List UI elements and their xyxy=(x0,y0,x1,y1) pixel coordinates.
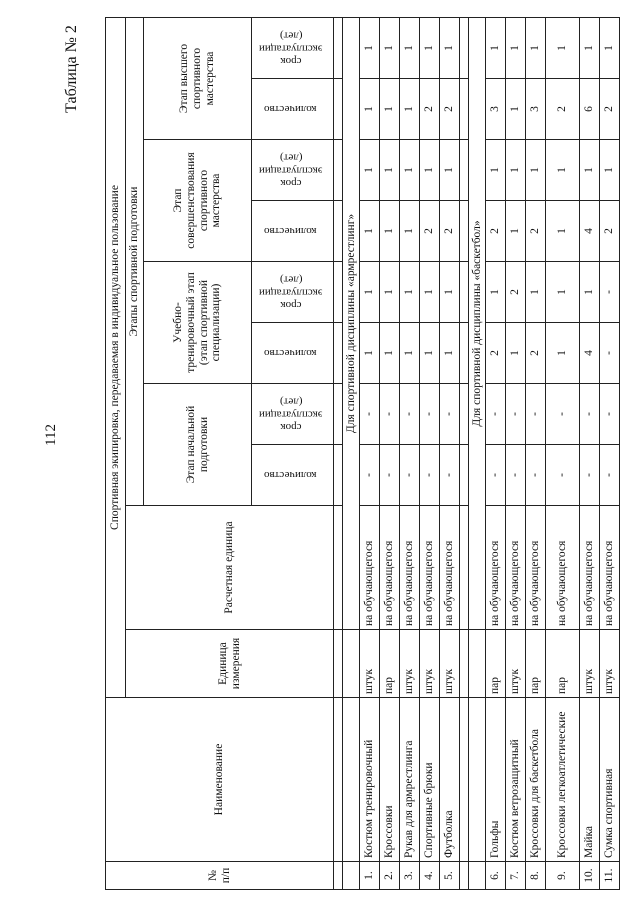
cell: - xyxy=(400,384,420,445)
spacer-row xyxy=(334,17,343,889)
row-num: 7. xyxy=(506,862,526,890)
row-name: Костюм тренировочный xyxy=(360,698,380,862)
cell: - xyxy=(546,445,580,506)
cell: 1 xyxy=(360,17,380,78)
table-row xyxy=(360,17,380,889)
cell: - xyxy=(380,445,400,506)
cell: 4 xyxy=(580,323,600,384)
stage-header: Этап начальной подготовки xyxy=(144,384,252,506)
cell: 1 xyxy=(380,262,400,323)
cell: 2 xyxy=(546,79,580,140)
cell: - xyxy=(440,384,460,445)
term-header: срок эксплуатации (лет) xyxy=(252,262,334,323)
col-num-header: № п/п xyxy=(106,862,334,890)
cell: - xyxy=(400,445,420,506)
row-num: 10. xyxy=(580,862,600,890)
cell: 1 xyxy=(546,17,580,78)
cell: 1 xyxy=(400,140,420,201)
row-unit: пар xyxy=(526,630,546,698)
col-name-header: Наименование xyxy=(106,698,334,862)
row-name: Рукав для армрестлинга xyxy=(400,698,420,862)
cell: - xyxy=(600,445,620,506)
cell: - xyxy=(526,445,546,506)
row-num: 8. xyxy=(526,862,546,890)
group-title: Спортивная экипировка, передаваемая в индивидуальное пользование xyxy=(106,17,126,697)
table-row xyxy=(420,17,440,889)
table-row xyxy=(600,17,620,889)
cell: 1 xyxy=(526,262,546,323)
row-num: 2. xyxy=(380,862,400,890)
row-calc: на обучающегося xyxy=(420,506,440,630)
row-name: Футболка xyxy=(440,698,460,862)
cell: 1 xyxy=(506,201,526,262)
cell: 1 xyxy=(440,323,460,384)
row-num: 1. xyxy=(360,862,380,890)
cell: - xyxy=(600,262,620,323)
equipment-table xyxy=(105,17,620,890)
cell: 1 xyxy=(380,140,400,201)
cell: 1 xyxy=(380,201,400,262)
cell: - xyxy=(380,384,400,445)
row-name: Кроссовки xyxy=(380,698,400,862)
cell: 1 xyxy=(420,262,440,323)
cell: 1 xyxy=(546,323,580,384)
cell: - xyxy=(600,323,620,384)
row-num: 3. xyxy=(400,862,420,890)
table-label: Таблица № 2 xyxy=(63,25,80,113)
stage-header: Учебно-тренировочный этап (этап спортивной специализации) xyxy=(144,262,252,384)
cell: 2 xyxy=(526,323,546,384)
cell: 1 xyxy=(400,17,420,78)
cell: - xyxy=(486,445,506,506)
row-name: Майка xyxy=(580,698,600,862)
row-name: Спортивные брюки xyxy=(420,698,440,862)
row-unit: штук xyxy=(600,630,620,698)
row-calc: на обучающегося xyxy=(380,506,400,630)
table-header xyxy=(106,17,334,889)
row-calc: на обучающегося xyxy=(580,506,600,630)
cell: 1 xyxy=(580,262,600,323)
section-title: Для спортивной дисциплины «баскетбол» xyxy=(469,17,486,629)
section-title: Для спортивной дисциплины «армрестлинг» xyxy=(343,17,360,629)
cell: - xyxy=(486,384,506,445)
table-row xyxy=(440,17,460,889)
cell: - xyxy=(506,384,526,445)
cell: 2 xyxy=(486,201,506,262)
row-num: 9. xyxy=(546,862,580,890)
row-num: 6. xyxy=(486,862,506,890)
cell: - xyxy=(546,384,580,445)
cell: 1 xyxy=(506,17,526,78)
cell: 3 xyxy=(526,79,546,140)
cell: 1 xyxy=(380,17,400,78)
row-calc: на обучающегося xyxy=(600,506,620,630)
cell: 1 xyxy=(400,201,420,262)
cell: 1 xyxy=(360,140,380,201)
section-row xyxy=(343,17,360,889)
row-unit: штук xyxy=(580,630,600,698)
row-unit: штук xyxy=(360,630,380,698)
row-unit: штук xyxy=(400,630,420,698)
cell: - xyxy=(420,384,440,445)
row-num: 4. xyxy=(420,862,440,890)
table-row xyxy=(526,17,546,889)
stage-header: Этап совершенствования спортивного мастерства xyxy=(144,140,252,262)
cell: - xyxy=(360,445,380,506)
qty-header: количество xyxy=(252,445,334,506)
cell: 1 xyxy=(580,17,600,78)
cell: 2 xyxy=(506,262,526,323)
table-row xyxy=(380,17,400,889)
cell: 1 xyxy=(600,17,620,78)
row-calc: на обучающегося xyxy=(486,506,506,630)
row-unit: штук xyxy=(420,630,440,698)
cell: 1 xyxy=(526,17,546,78)
col-calc-header: Расчетная единица xyxy=(126,506,334,630)
page-number: 112 xyxy=(43,424,59,446)
row-calc: на обучающегося xyxy=(506,506,526,630)
spacer-row xyxy=(460,17,469,889)
row-calc: на обучающегося xyxy=(546,506,580,630)
cell: 2 xyxy=(526,201,546,262)
cell: 1 xyxy=(486,140,506,201)
cell: - xyxy=(600,384,620,445)
row-num: 5. xyxy=(440,862,460,890)
section-row xyxy=(469,17,486,889)
stages-title: Этапы спортивной подготовки xyxy=(126,17,144,505)
cell: - xyxy=(420,445,440,506)
cell: 2 xyxy=(420,79,440,140)
cell: 1 xyxy=(506,140,526,201)
table-row xyxy=(506,17,526,889)
cell: 1 xyxy=(360,262,380,323)
cell: 1 xyxy=(440,17,460,78)
row-name: Гольфы xyxy=(486,698,506,862)
table-row xyxy=(486,17,506,889)
qty-header: количество xyxy=(252,201,334,262)
cell: 1 xyxy=(400,79,420,140)
row-name: Кроссовки легкоатлетические xyxy=(546,698,580,862)
row-name: Сумка спортивная xyxy=(600,698,620,862)
row-unit: пар xyxy=(486,630,506,698)
cell: 1 xyxy=(546,140,580,201)
cell: - xyxy=(360,384,380,445)
table-row xyxy=(400,17,420,889)
row-unit: пар xyxy=(380,630,400,698)
cell: 1 xyxy=(420,323,440,384)
cell: 1 xyxy=(400,262,420,323)
qty-header: количество xyxy=(252,79,334,140)
cell: 1 xyxy=(440,262,460,323)
cell: 2 xyxy=(600,201,620,262)
cell: 1 xyxy=(546,262,580,323)
cell: 1 xyxy=(420,140,440,201)
cell: 2 xyxy=(420,201,440,262)
stage-header: Этап высшего спортивного мастерства xyxy=(144,17,252,139)
cell: 1 xyxy=(380,79,400,140)
cell: - xyxy=(580,445,600,506)
cell: 2 xyxy=(600,79,620,140)
cell: 1 xyxy=(580,140,600,201)
row-name: Кроссовки для баскетбола xyxy=(526,698,546,862)
cell: - xyxy=(440,445,460,506)
cell: 2 xyxy=(486,323,506,384)
cell: 2 xyxy=(440,201,460,262)
rotated-table-canvas xyxy=(105,18,616,890)
cell: 2 xyxy=(440,79,460,140)
row-unit: штук xyxy=(440,630,460,698)
cell: 1 xyxy=(506,79,526,140)
qty-header: количество xyxy=(252,323,334,384)
cell: 1 xyxy=(486,262,506,323)
table-body xyxy=(334,17,620,889)
cell: 1 xyxy=(420,17,440,78)
cell: 1 xyxy=(400,323,420,384)
row-calc: на обучающегося xyxy=(440,506,460,630)
cell: 1 xyxy=(360,201,380,262)
cell: 1 xyxy=(440,140,460,201)
table-row xyxy=(546,17,580,889)
cell: 1 xyxy=(546,201,580,262)
term-header: срок эксплуатации (лет) xyxy=(252,384,334,445)
row-calc: на обучающегося xyxy=(400,506,420,630)
rotated-table-frame xyxy=(105,18,616,890)
cell: 1 xyxy=(380,323,400,384)
term-header: срок эксплуатации (лет) xyxy=(252,140,334,201)
row-num: 11. xyxy=(600,862,620,890)
cell: - xyxy=(580,384,600,445)
cell: - xyxy=(506,445,526,506)
cell: 1 xyxy=(600,140,620,201)
cell: - xyxy=(526,384,546,445)
cell: 1 xyxy=(486,17,506,78)
term-header: срок эксплуатации (лет) xyxy=(252,17,334,78)
col-unit-header: Единица измерения xyxy=(126,630,334,698)
row-calc: на обучающегося xyxy=(526,506,546,630)
cell: 4 xyxy=(580,201,600,262)
cell: 1 xyxy=(506,323,526,384)
cell: 1 xyxy=(360,79,380,140)
cell: 1 xyxy=(360,323,380,384)
cell: 6 xyxy=(580,79,600,140)
row-name: Костюм ветрозащитный xyxy=(506,698,526,862)
cell: 1 xyxy=(526,140,546,201)
row-unit: пар xyxy=(546,630,580,698)
row-calc: на обучающегося xyxy=(360,506,380,630)
row-unit: штук xyxy=(506,630,526,698)
table-row xyxy=(580,17,600,889)
cell: 3 xyxy=(486,79,506,140)
